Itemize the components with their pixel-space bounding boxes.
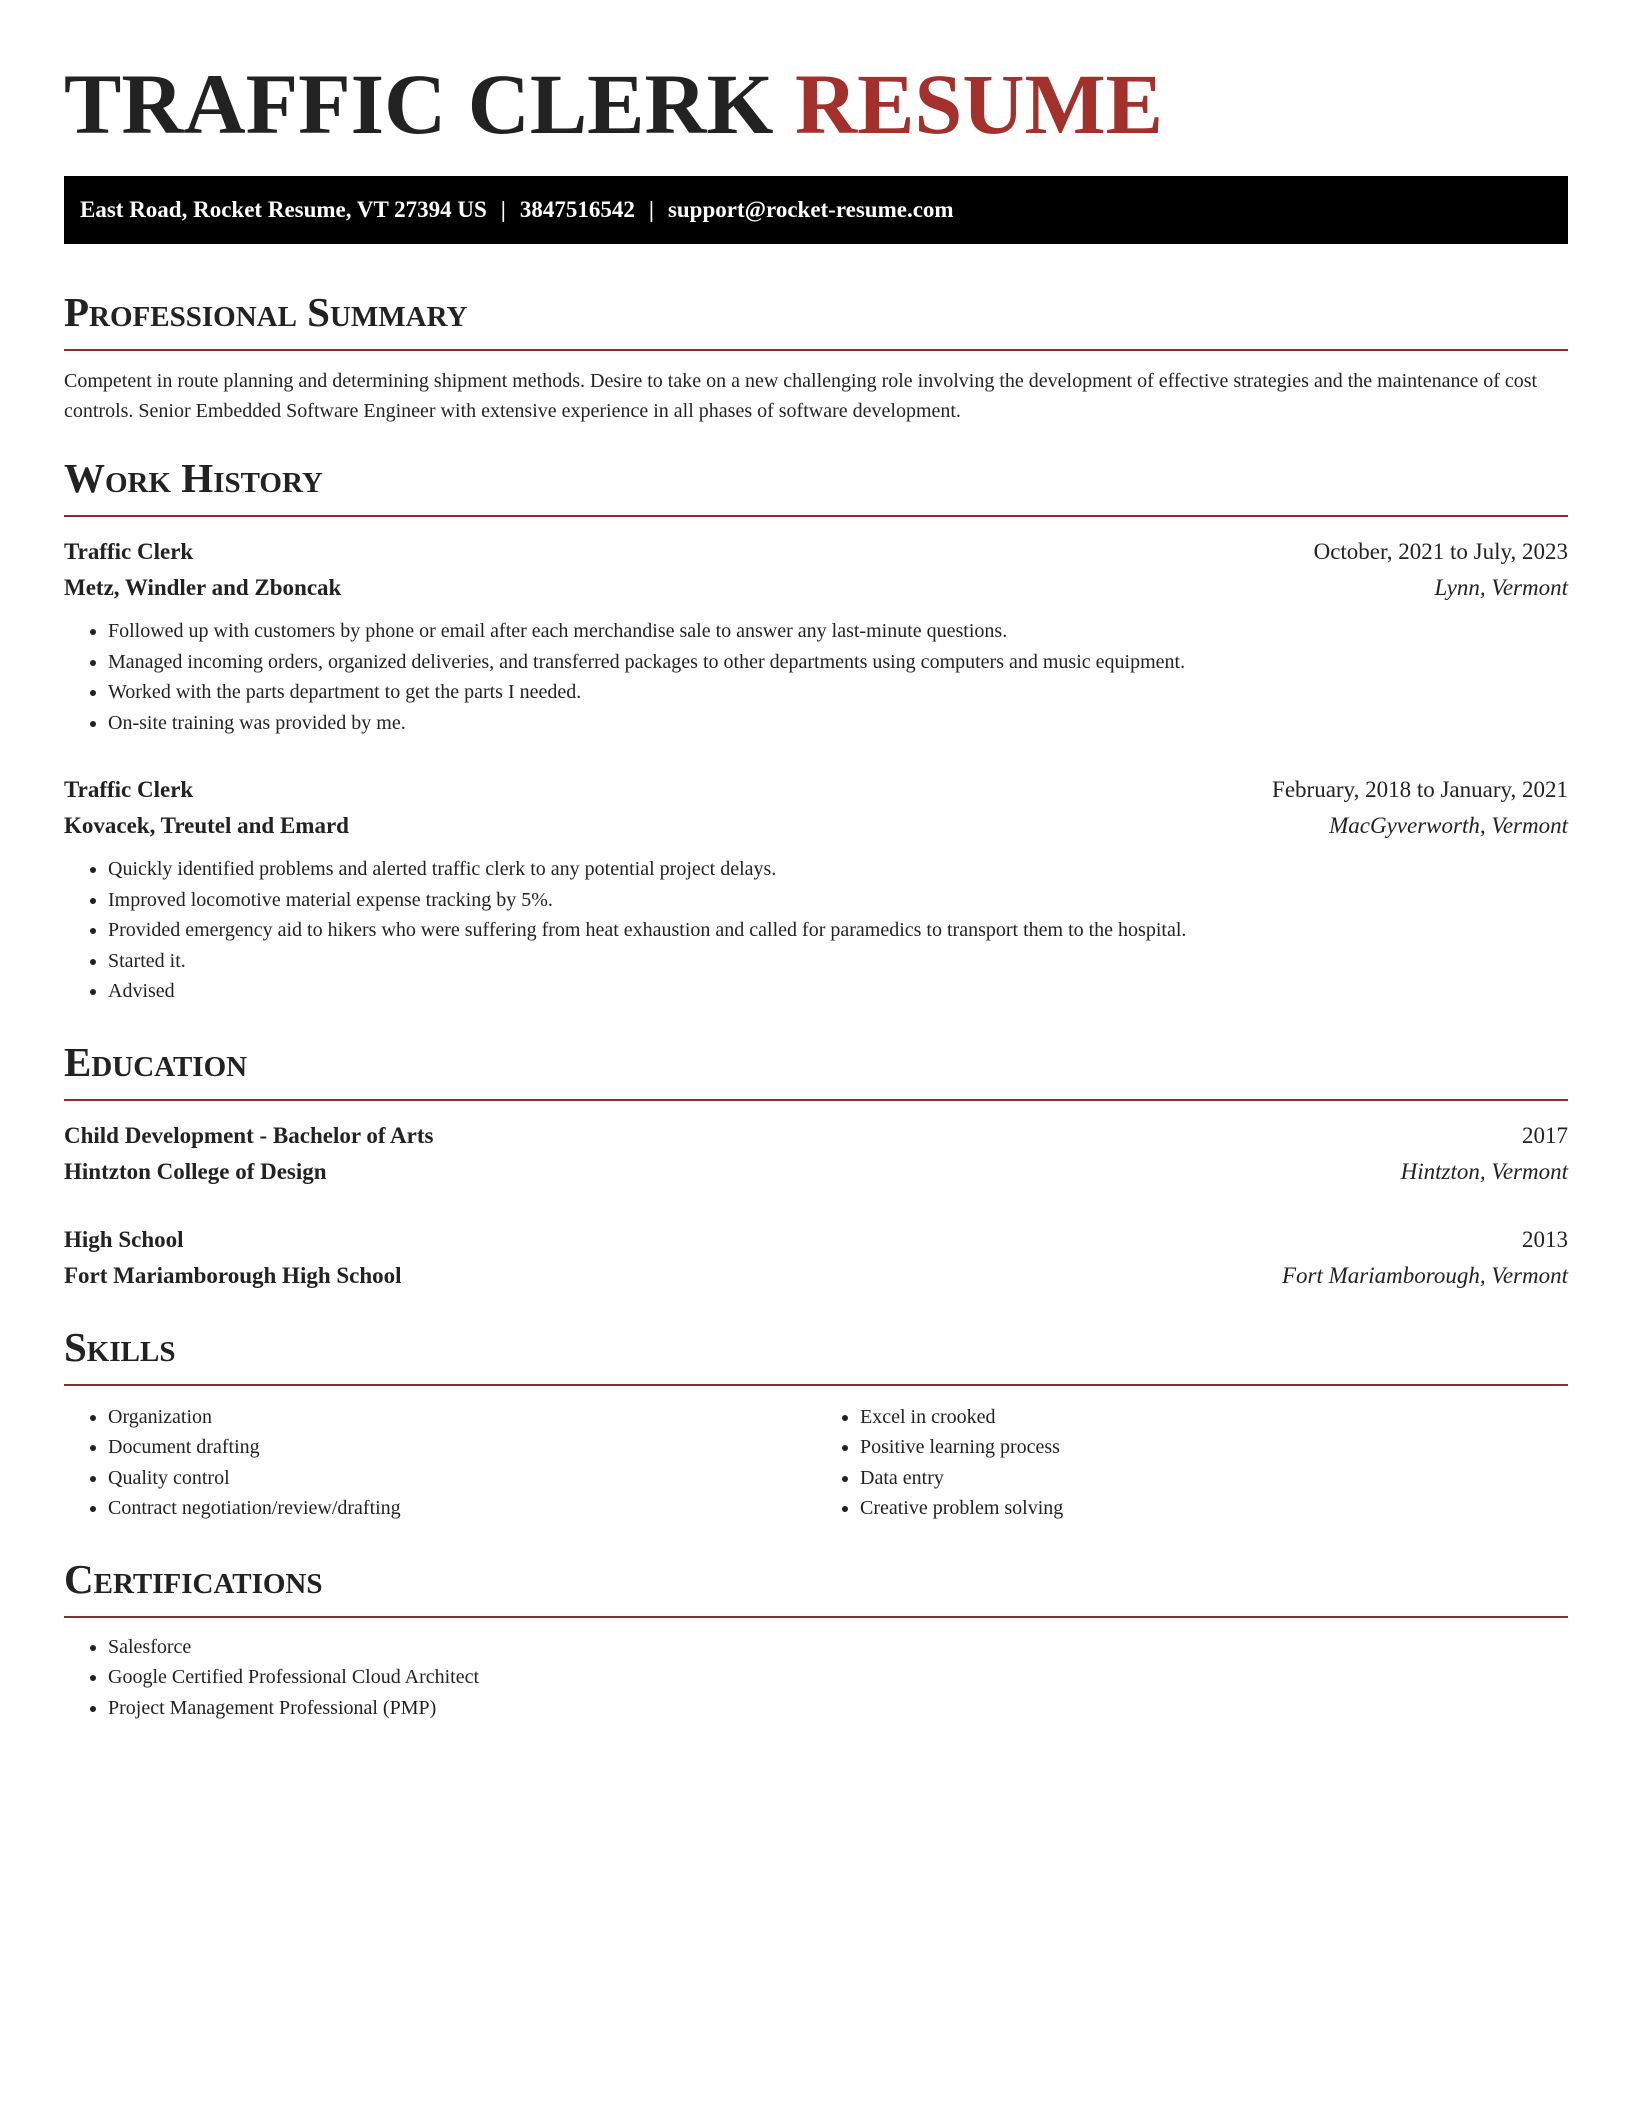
education-year: 2013 <box>1522 1226 1568 1252</box>
list-item: • Advised <box>108 976 1568 1007</box>
list-item: • Data entry <box>860 1463 1568 1494</box>
job-entry <box>64 534 1568 738</box>
certifications-section <box>64 1554 1568 1724</box>
job-bullets <box>64 854 1568 1007</box>
list-item: • Started it. <box>108 946 1568 977</box>
skills-grid <box>64 1402 1568 1524</box>
education-section <box>64 1037 1568 1294</box>
contact-phone: 3847516542 <box>519 197 635 222</box>
education-entry <box>64 1222 1568 1294</box>
list-item: • Excel in crooked <box>860 1402 1568 1433</box>
job-bullets <box>64 616 1568 738</box>
list-item: • Organization <box>108 1402 816 1433</box>
section-divider <box>64 1099 1568 1101</box>
job-company-row <box>64 808 1568 844</box>
title-accent: RESUME <box>795 56 1163 152</box>
job-header-row <box>64 534 1568 570</box>
list-item: • Creative problem solving <box>860 1493 1568 1524</box>
education-location: Fort Mariamborough, Vermont <box>1281 1262 1568 1288</box>
job-company: Metz, Windler and Zboncak <box>64 575 342 600</box>
job-dates: February, 2018 to January, 2021 <box>1272 777 1568 802</box>
summary-section <box>64 287 1568 426</box>
skills-list-left <box>64 1402 816 1524</box>
contact-separator: | <box>500 197 506 222</box>
job-dates: October, 2021 to July, 2023 <box>1313 539 1568 564</box>
education-degree-row <box>64 1118 1568 1154</box>
job-title: Traffic Clerk <box>64 539 194 564</box>
summary-text: Competent in route planning and determining shipment methods. Desire to take on a new challenging role involving the development of effective strategies and the maintenance of cost controls. Senior Embedded Software Engineer with extensive experience in all phases of software development. <box>64 370 1538 422</box>
education-degree: High School <box>64 1226 184 1252</box>
list-item: • Document drafting <box>108 1432 816 1463</box>
list-item: • Project Management Professional (PMP) <box>108 1693 1568 1724</box>
contact-separator: | <box>648 197 654 222</box>
section-divider <box>64 1616 1568 1618</box>
education-school: Fort Mariamborough High School <box>64 1262 402 1288</box>
education-school: Hintzton College of Design <box>64 1158 327 1184</box>
list-item: • Managed incoming orders, organized deliveries, and transferred packages to other departments using computers and music equipment. <box>108 647 1568 678</box>
job-location: MacGyverworth, Vermont <box>1329 813 1568 838</box>
job-title: Traffic Clerk <box>64 777 194 802</box>
list-item: • On-site training was provided by me. <box>108 708 1568 739</box>
list-item: • Improved locomotive material expense tracking by 5%. <box>108 885 1568 916</box>
education-school-row <box>64 1258 1568 1294</box>
list-item: • Google Certified Professional Cloud Architect <box>108 1662 1568 1693</box>
list-item: • Positive learning process <box>860 1432 1568 1463</box>
section-title-skills: Skills <box>64 1323 176 1370</box>
contact-email: support@rocket-resume.com <box>667 197 954 222</box>
list-item: • Quality control <box>108 1463 816 1494</box>
page-title <box>64 54 1568 154</box>
section-divider <box>64 1384 1568 1386</box>
section-title-summary: Professional Summary <box>64 289 468 335</box>
section-title-education: Education <box>64 1038 248 1085</box>
job-company: Kovacek, Treutel and Emard <box>64 813 349 838</box>
title-main: TRAFFIC CLERK <box>64 56 774 152</box>
section-divider <box>64 515 1568 517</box>
certifications-list <box>64 1632 1568 1724</box>
list-item: • Contract negotiation/review/drafting <box>108 1493 816 1524</box>
section-title-work-history: Work History <box>64 455 323 501</box>
skills-section <box>64 1322 1568 1524</box>
education-location: Hintzton, Vermont <box>1400 1158 1568 1184</box>
work-history-section <box>64 453 1568 1007</box>
education-entry <box>64 1118 1568 1190</box>
list-item: • Worked with the parts department to get the parts I needed. <box>108 677 1568 708</box>
section-title-certifications: Certifications <box>64 1555 323 1602</box>
job-company-row <box>64 570 1568 606</box>
education-year: 2017 <box>1522 1122 1568 1148</box>
education-degree: Child Development - Bachelor of Arts <box>64 1122 434 1148</box>
education-school-row <box>64 1154 1568 1190</box>
list-item: • Provided emergency aid to hikers who were suffering from heat exhaustion and called for paramedics to transport them to the hospital. <box>108 915 1568 946</box>
section-divider <box>64 349 1568 351</box>
contact-address: East Road, Rocket Resume, VT 27394 US <box>80 197 487 222</box>
contact-bar <box>64 176 1568 244</box>
list-item: • Followed up with customers by phone or email after each merchandise sale to answer any last-minute questions. <box>108 616 1568 647</box>
job-entry <box>64 772 1568 1007</box>
skills-list-right <box>816 1402 1568 1524</box>
resume-page <box>64 54 1568 1723</box>
job-header-row <box>64 772 1568 808</box>
list-item: • Quickly identified problems and alerted traffic clerk to any potential project delays. <box>108 854 1568 885</box>
list-item: • Salesforce <box>108 1632 1568 1663</box>
education-degree-row <box>64 1222 1568 1258</box>
job-location: Lynn, Vermont <box>1434 575 1568 600</box>
